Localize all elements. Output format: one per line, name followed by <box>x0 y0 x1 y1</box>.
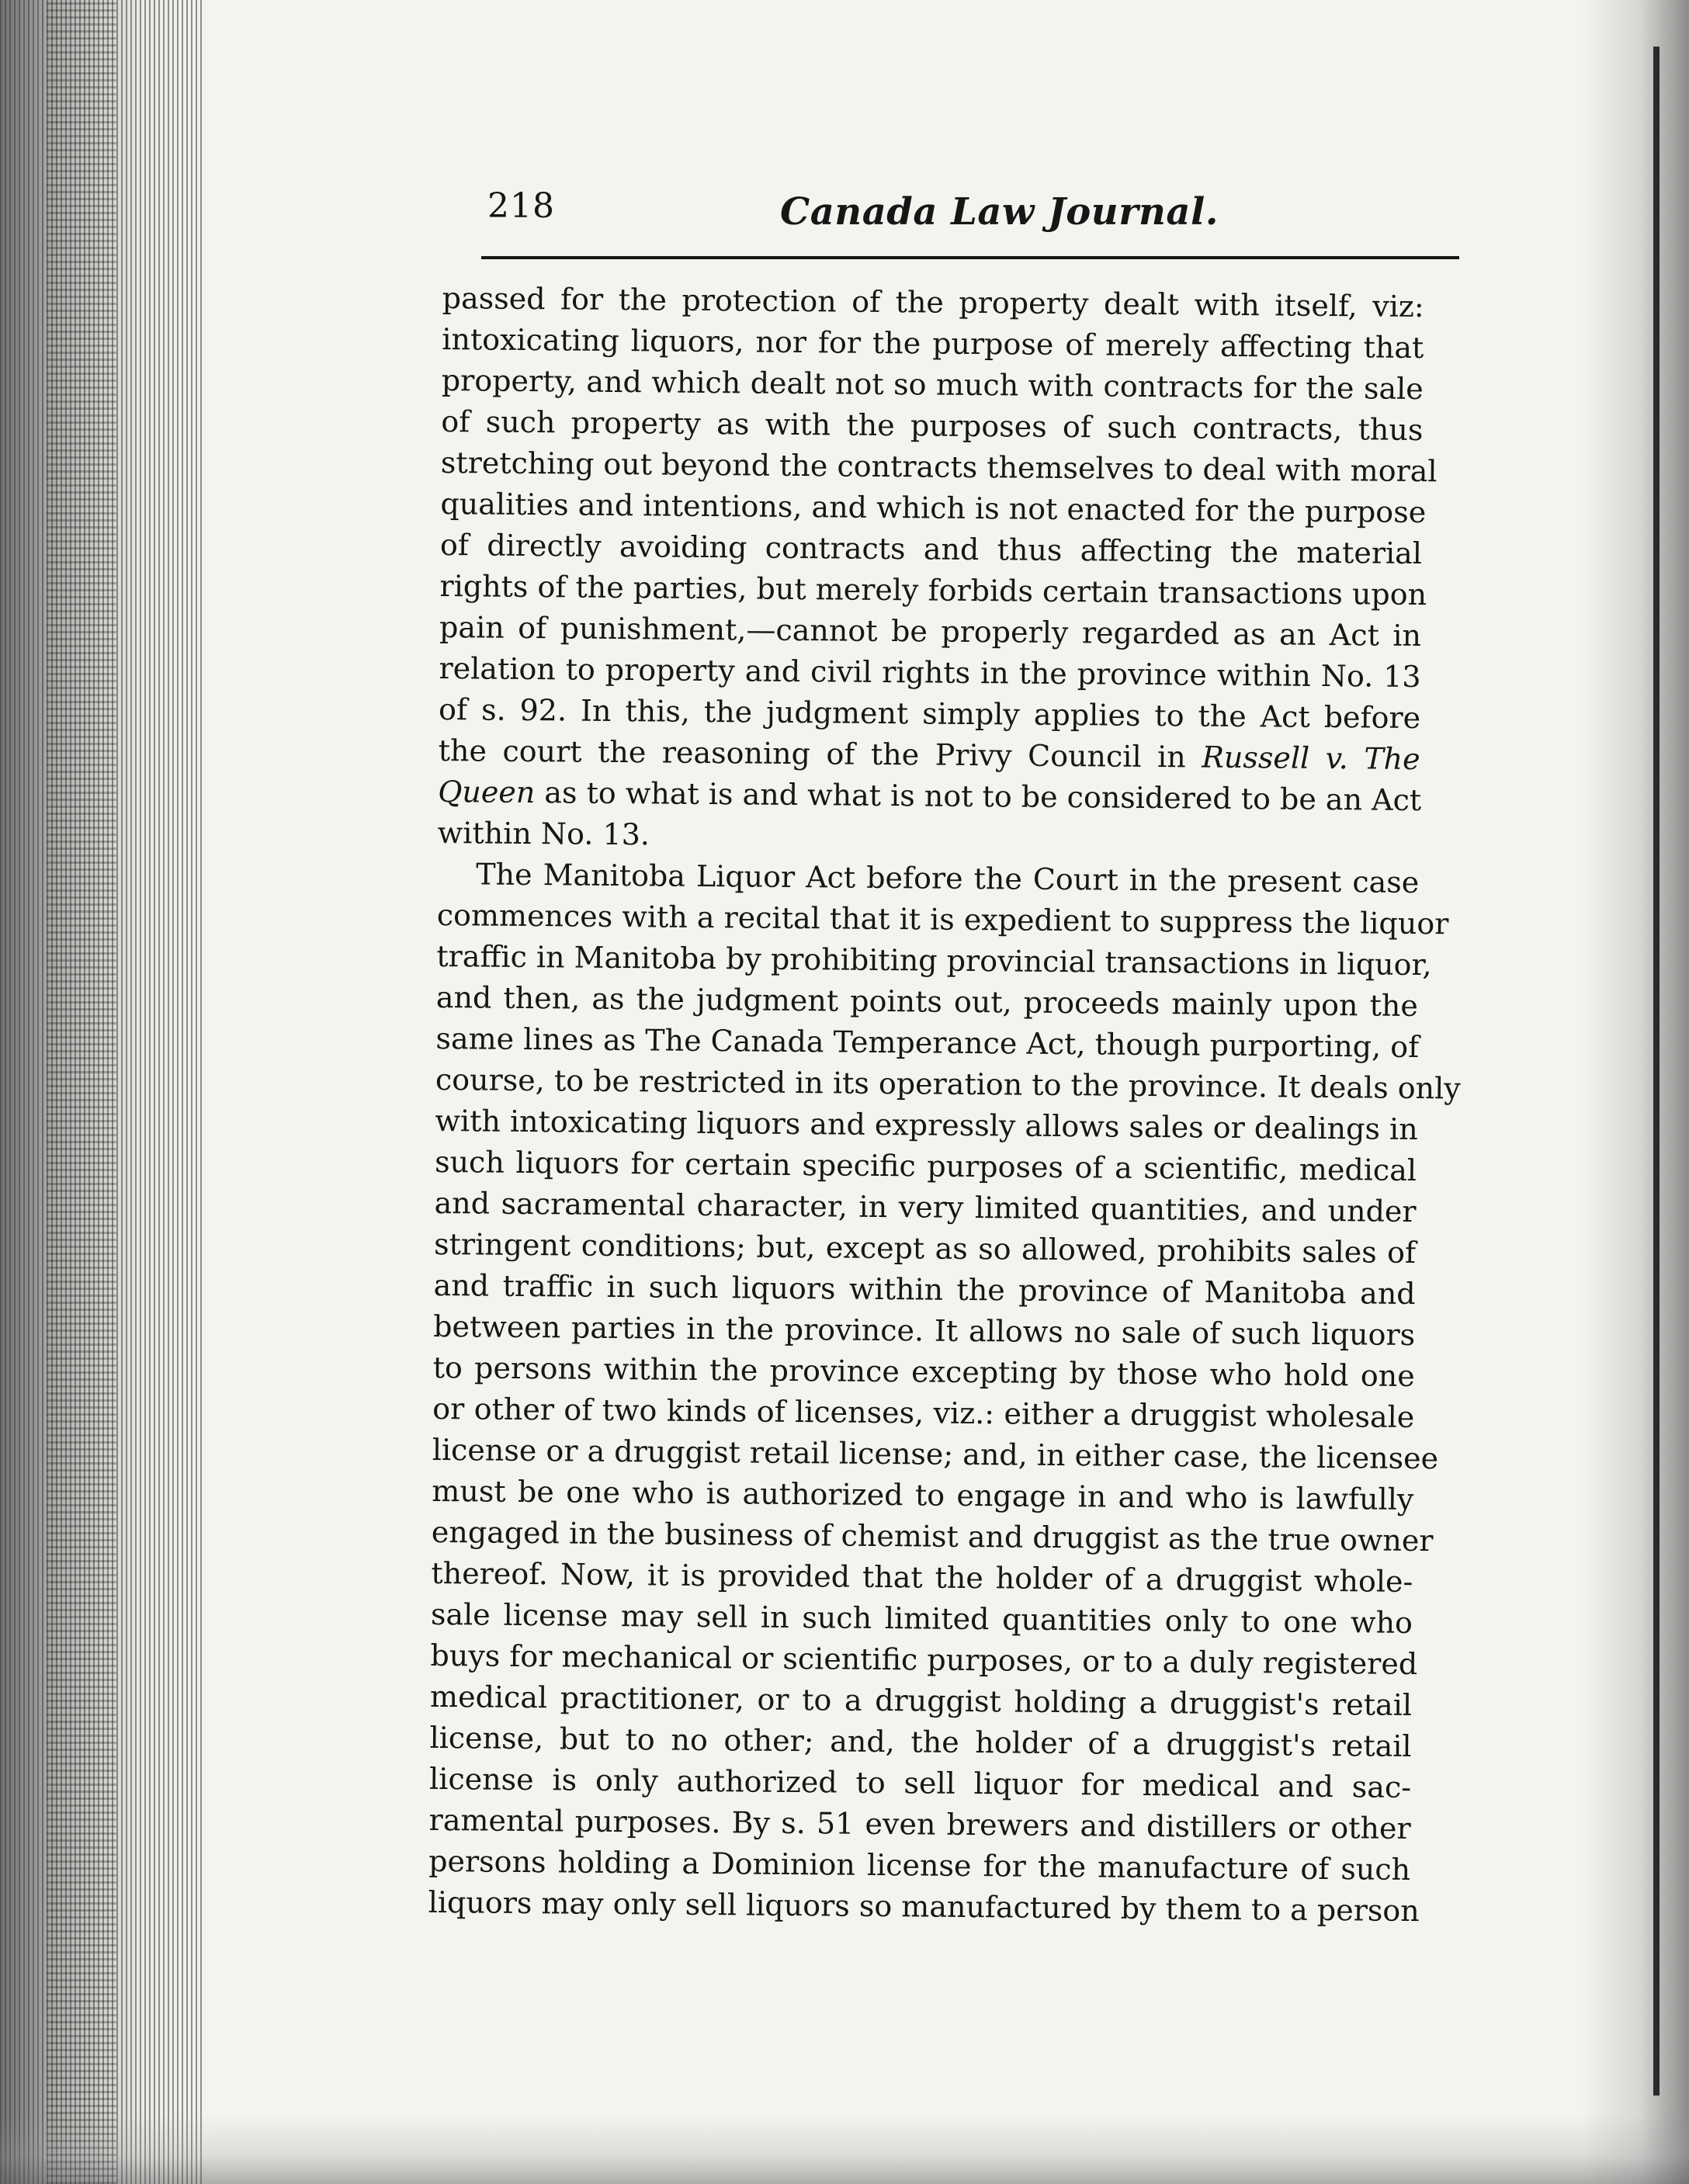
text-line: license or a druggist retail license; and, in either case, the licensee <box>432 1432 1439 1476</box>
text-line: intoxicating liquors, nor for the purpose of merely affecting that <box>442 321 1424 366</box>
text-line: pain of punishment,—cannot be properly regarded as an Act in <box>439 609 1422 653</box>
text-line: The Manitoba Liquor Act before the Court in the present case <box>476 857 1420 900</box>
text-line: of such property as with the purposes of such contracts, thus <box>441 404 1424 448</box>
scan-page-edge-line <box>1653 47 1660 2096</box>
text-line: commences with a recital that it is expedient to suppress the liquor <box>436 897 1449 941</box>
document-page <box>428 155 1461 1929</box>
text-line: relation to property and civil rights in the province within No. 13 <box>439 650 1421 695</box>
running-header <box>435 155 1459 248</box>
text-line: within No. 13. <box>437 815 650 852</box>
text-line: of s. 92. In this, the judgment simply applies to the Act before <box>438 692 1421 736</box>
paragraph-1 <box>437 278 1438 862</box>
text-line: ramental purposes. By s. 51 even brewers and distillers or other <box>428 1802 1411 1846</box>
text-line: thereof. Now, it is provided that the holder of a druggist whole- <box>431 1555 1413 1599</box>
text-line: or other of two kinds of licenses, viz.: either a druggist wholesale <box>432 1391 1415 1434</box>
scan-bottom-shadow <box>0 2114 1689 2184</box>
text-line: medical practitioner, or to a druggist holding a druggist's retail <box>429 1679 1413 1722</box>
text-line: traffic in Manitoba by prohibiting provincial transactions in liquor, <box>436 938 1432 983</box>
text-line: and sacramental character, in very limited quantities, and under <box>434 1185 1417 1229</box>
body-text <box>428 278 1461 1932</box>
header-rule <box>481 256 1459 259</box>
text-line: rights of the parties, but merely forbids certain transactions upon <box>439 568 1427 612</box>
text-line: persons holding a Dominion license for the manufacture of such <box>428 1843 1411 1887</box>
case-name: Russell v. The <box>1202 740 1420 777</box>
text-line: same lines as The Canada Temperance Act, though purporting, of <box>435 1021 1420 1065</box>
page-number: 218 <box>487 186 555 226</box>
scan-page-edge-shadow <box>1580 0 1689 2184</box>
text-line: and then, as the judgment points out, proceeds mainly upon the <box>435 979 1419 1024</box>
text-line: and traffic in such liquors within the province of Manitoba and <box>433 1267 1416 1311</box>
text-line: stretching out beyond the contracts themselves to deal with moral <box>440 445 1438 489</box>
text-line: of directly avoiding contracts and thus affecting the material <box>439 527 1423 571</box>
text-line: qualities and intentions, and which is not enacted for the purpose <box>440 486 1427 530</box>
case-name: Queen <box>438 774 536 810</box>
scan-binding-texture <box>47 0 116 2184</box>
text-segment: as to what is and what is not to be considered to be an Act <box>544 775 1422 818</box>
text-line: course, to be restricted in its operation to the province. It deals only <box>435 1062 1461 1106</box>
journal-title: Canada Law Journal. <box>780 190 1219 234</box>
text-line: buys for mechanical or scientific purposes, or to a duly registered <box>430 1638 1418 1682</box>
text-line: engaged in the business of chemist and druggist as the true owner <box>431 1514 1434 1558</box>
paragraph-2 <box>428 854 1461 1932</box>
text-line: between parties in the province. It allows no sale of such liquors <box>433 1309 1416 1352</box>
text-line: liquors may only sell liquors so manufactured by them to a person <box>428 1884 1420 1929</box>
text-segment: the court the reasoning of the Privy Council in <box>438 733 1186 775</box>
text-line: license, but to no other; and, the holder of a druggist's retail <box>429 1720 1412 1763</box>
text-line: such liquors for certain specific purposes of a scientific, medical <box>434 1144 1417 1187</box>
text-line: stringent conditions; but, except as so allowed, prohibits sales of <box>433 1226 1417 1270</box>
text-line: to persons within the province excepting by those who hold one <box>432 1350 1415 1393</box>
text-line: must be one who is authorized to engage in and who is lawfully <box>432 1473 1414 1517</box>
text-line: property, and which dealt not so much with contracts for the sale <box>441 362 1424 407</box>
text-line: sale license may sell in such limited quantities only to one who <box>430 1596 1413 1640</box>
text-line: license is only authorized to sell liquor for medical and sac- <box>428 1761 1412 1804</box>
text-line: passed for the protection of the property dealt with itself, viz: <box>442 280 1424 324</box>
text-line: with intoxicating liquors and expressly allows sales or dealings in <box>435 1103 1418 1147</box>
